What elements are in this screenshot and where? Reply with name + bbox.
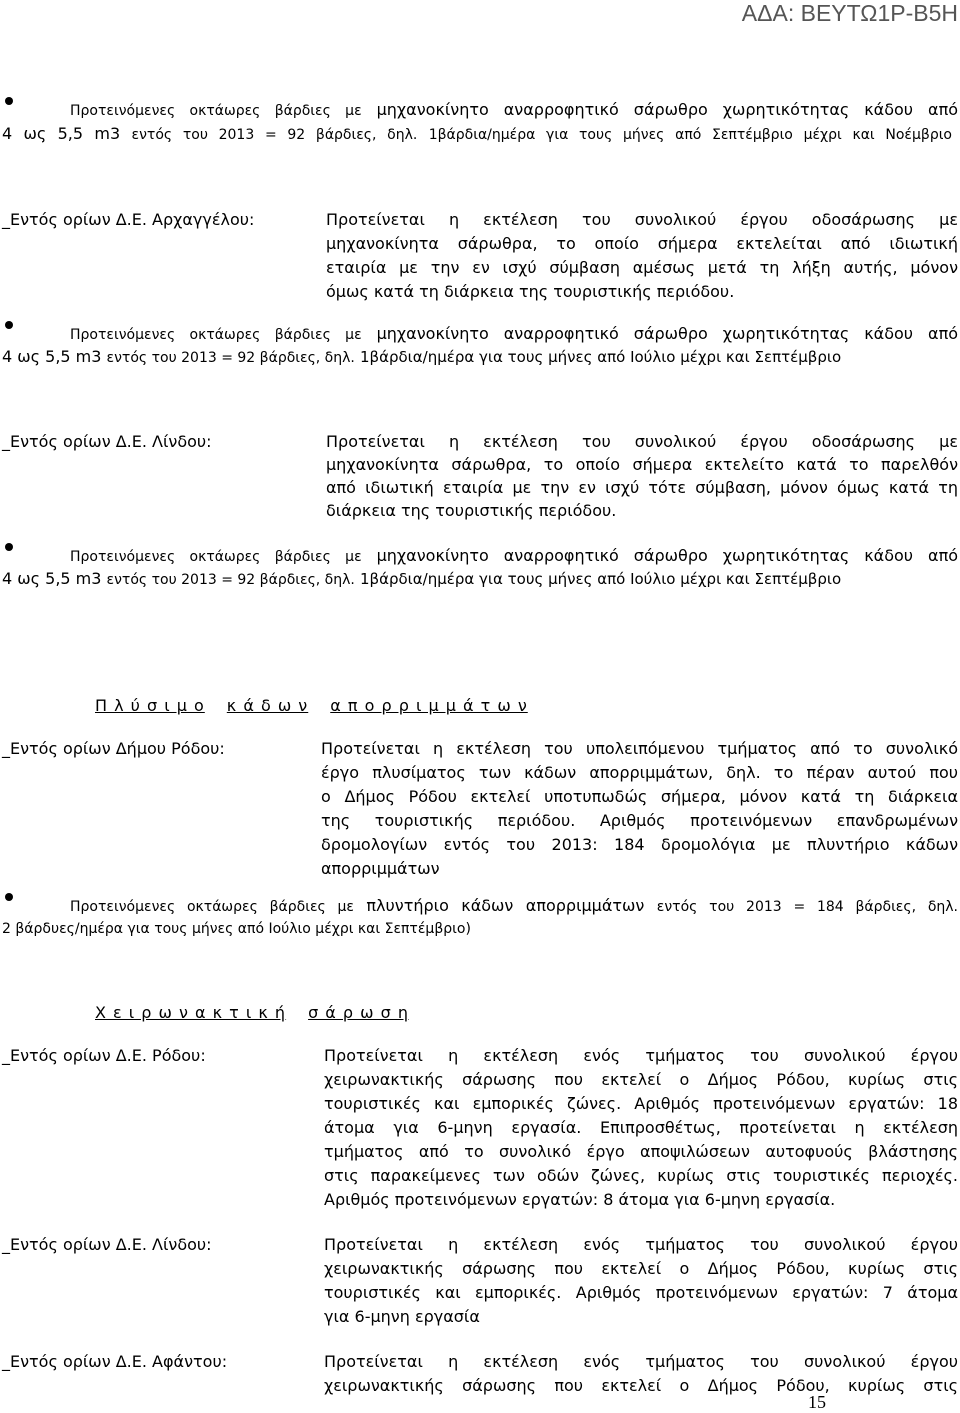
paragraph-line: μηχανοκίνητα σάρωθρα, το οποίο σήμερα εκτελείτο κατά το παρελθόν — [326, 455, 958, 474]
bullet-text: 2 βάρδυες/ημέρα για τους μήνες από Ιούλιο μέχρι και Σεπτέμβριο) — [2, 921, 471, 937]
paragraph-line: εταιρία με την εν ισχύ σύμβαση αμέσως μετά τη λήξη αυτής, μόνον — [326, 258, 958, 277]
paragraph-line: για 6-μηνη εργασία — [324, 1307, 480, 1326]
bullet-line — [2, 916, 952, 940]
bullet-line — [2, 345, 952, 369]
section-heading — [95, 1001, 431, 1025]
paragraph-line: άτομα για 6-μηνη εργασία. Επιπροσθέτως, προτείνεται η εκτέλεση — [324, 1118, 958, 1137]
paragraph-line: διάρκεια της τουριστικής περιόδου. — [326, 501, 617, 520]
paragraph-line: από ιδιωτική εταιρία με την εν ισχύ τότε σύμβαση, μόνον όμως κατά τη — [326, 478, 958, 497]
paragraph-line: τουριστικές και εμπορικές ζώνες. Αριθμός προτεινόμενων εργατών: 18 — [324, 1094, 958, 1113]
bullet-line — [70, 894, 958, 918]
heading-word: Χ ε ι ρ ω ν α κ τ ι κ ή — [95, 1003, 287, 1022]
section-label: _Εντός ορίων Δ.Ε. Λίνδου: — [2, 1235, 212, 1254]
bullet-icon — [5, 543, 13, 551]
paragraph-line: μηχανοκίνητα σάρωθρα, το οποίο σήμερα εκτελείται από ιδιωτική — [326, 234, 958, 253]
bullet-text: μηχανοκίνητο αναρροφητικό σάρωθρο χωρητικότητας κάδου από — [376, 324, 958, 343]
bullet-line — [2, 122, 952, 146]
bullet-text: Προτεινόμενες οκτάωρες βάρδιες με — [70, 103, 362, 119]
bullet-text: 4 ως 5,5 m3 — [2, 569, 102, 588]
bullet-line — [70, 544, 958, 568]
bullet-text: εντός του 2013 = 92 βάρδιες, δηλ. — [131, 127, 418, 143]
section-label: _Εντός ορίων Δ.Ε. Ρόδου: — [2, 1046, 206, 1065]
bullet-line — [70, 98, 958, 122]
section-paragraph — [326, 208, 958, 304]
bullet-text: Προτεινόμενες οκτάωρες βάρδιες με — [70, 899, 354, 915]
paragraph-line: Προτείνεται η εκτέλεση του υπολειπόμενου τμήματος από το συνολικό — [321, 739, 958, 758]
bullet-text: μηχανοκίνητο αναρροφητικό σάρωθρο χωρητικότητας κάδου από — [376, 546, 958, 565]
ada-code: ΑΔΑ: ΒΕΥΤΩ1Ρ-Β5Η — [741, 0, 958, 26]
bullet-text: 4 ως 5,5 m3 — [2, 124, 121, 143]
section-label: _Εντός ορίων Δήμου Ρόδου: — [2, 739, 225, 758]
paragraph-line: Αριθμός προτεινόμενων εργατών: 8 άτομα για 6-μηνη εργασία. — [324, 1190, 836, 1209]
paragraph-line: τουριστικές και εμπορικές. Αριθμός προτεινόμενων εργατών: 7 άτομα — [324, 1283, 958, 1302]
section-paragraph — [324, 1233, 958, 1329]
paragraph-line: απορριμμάτων — [321, 859, 440, 878]
bullet-text: 1βάρδια/ημέρα για τους μήνες από Σεπτέμβριο μέχρι και Νοέμβριο — [428, 127, 952, 143]
heading-word: κ ά δ ω ν — [226, 696, 309, 715]
paragraph-line: ο Δήμος Ρόδου εκτελεί υποτυπωδώς σήμερα, μόνον κατά τη διάρκεια — [321, 787, 958, 806]
paragraph-line: δρομολογίων εντός του 2013: 184 δρομολόγια με πλυντήριο κάδων — [321, 835, 958, 854]
section-heading — [95, 694, 550, 718]
bullet-icon — [5, 893, 13, 901]
paragraph-line: τμήματος από το συνολικό έργο αποψιλώσεων αυτοφυούς βλάστησης — [324, 1142, 958, 1161]
section-label: _Εντός ορίων Δ.Ε. Λίνδου: — [2, 432, 212, 451]
heading-word: Π λ ύ σ ι μ ο — [95, 696, 205, 715]
bullet-line — [70, 322, 958, 346]
paragraph-line: Προτείνεται η εκτέλεση ενός τμήματος του συνολικού έργου — [324, 1352, 958, 1371]
bullet-icon — [5, 321, 13, 329]
bullet-line — [2, 567, 952, 591]
paragraph-line: Προτείνεται η εκτέλεση ενός τμήματος του συνολικού έργου — [324, 1046, 958, 1065]
heading-word: α π ο ρ ρ ι μ μ ά τ ω ν — [330, 696, 528, 715]
paragraph-line: έργο πλυσίματος των κάδων απορριμμάτων, δηλ. το πέραν αυτού που — [321, 763, 958, 782]
bullet-text: μηχανοκίνητο αναρροφητικό σάρωθρο χωρητικότητας κάδου από — [376, 100, 958, 119]
paragraph-line: Προτείνεται η εκτέλεση ενός τμήματος του συνολικού έργου — [324, 1235, 958, 1254]
bullet-text: πλυντήριο κάδων απορριμμάτων — [366, 896, 645, 915]
bullet-text: 1βάρδια/ημέρα για τους μήνες από Ιούλιο μέχρι και Σεπτέμβριο — [359, 348, 842, 366]
paragraph-line: χειρωνακτικής σάρωσης που εκτελεί ο Δήμος Ρόδου, κυρίως στις — [324, 1259, 958, 1278]
bullet-text: εντός του 2013 = 92 βάρδιες, δηλ. — [106, 572, 355, 588]
bullet-icon — [5, 97, 13, 105]
bullet-text: εντός του 2013 = 184 βάρδιες, δηλ. — [656, 899, 958, 915]
bullet-text: 4 ως 5,5 m3 — [2, 347, 102, 366]
section-paragraph — [324, 1044, 958, 1212]
section-label: _Εντός ορίων Δ.Ε. Αφάντου: — [2, 1352, 228, 1371]
paragraph-line: χειρωνακτικής σάρωσης που εκτελεί ο Δήμος Ρόδου, κυρίως στις — [324, 1070, 958, 1089]
section-paragraph — [324, 1350, 958, 1398]
bullet-text: 1βάρδια/ημέρα για τους μήνες από Ιούλιο μέχρι και Σεπτέμβριο — [359, 570, 842, 588]
page-number: 15 — [808, 1392, 826, 1412]
paragraph-line: στις παρακείμενες των οδών ζώνες, κυρίως στις τουριστικές περιοχές. — [324, 1166, 958, 1185]
paragraph-line: χειρωνακτικής σάρωσης που εκτελεί ο Δήμος Ρόδου, κυρίως στις — [324, 1376, 958, 1395]
section-paragraph — [326, 430, 958, 522]
bullet-text: εντός του 2013 = 92 βάρδιες, δηλ. — [106, 350, 355, 366]
bullet-text: Προτεινόμενες οκτάωρες βάρδιες με — [70, 327, 362, 343]
bullet-text: Προτεινόμενες οκτάωρες βάρδιες με — [70, 549, 362, 565]
heading-word: σ ά ρ ω σ η — [308, 1003, 410, 1022]
paragraph-line: Προτείνεται η εκτέλεση του συνολικού έργου οδοσάρωσης με — [326, 432, 958, 451]
paragraph-line: Προτείνεται η εκτέλεση του συνολικού έργου οδοσάρωσης με — [326, 210, 958, 229]
paragraph-line: όμως κατά τη διάρκεια της τουριστικής περιόδου. — [326, 282, 735, 301]
section-paragraph — [321, 737, 958, 881]
section-label: _Εντός ορίων Δ.Ε. Αρχαγγέλου: — [2, 210, 255, 229]
paragraph-line: της τουριστικής περιόδου. Αριθμός προτεινόμενων επανδρωμένων — [321, 811, 958, 830]
